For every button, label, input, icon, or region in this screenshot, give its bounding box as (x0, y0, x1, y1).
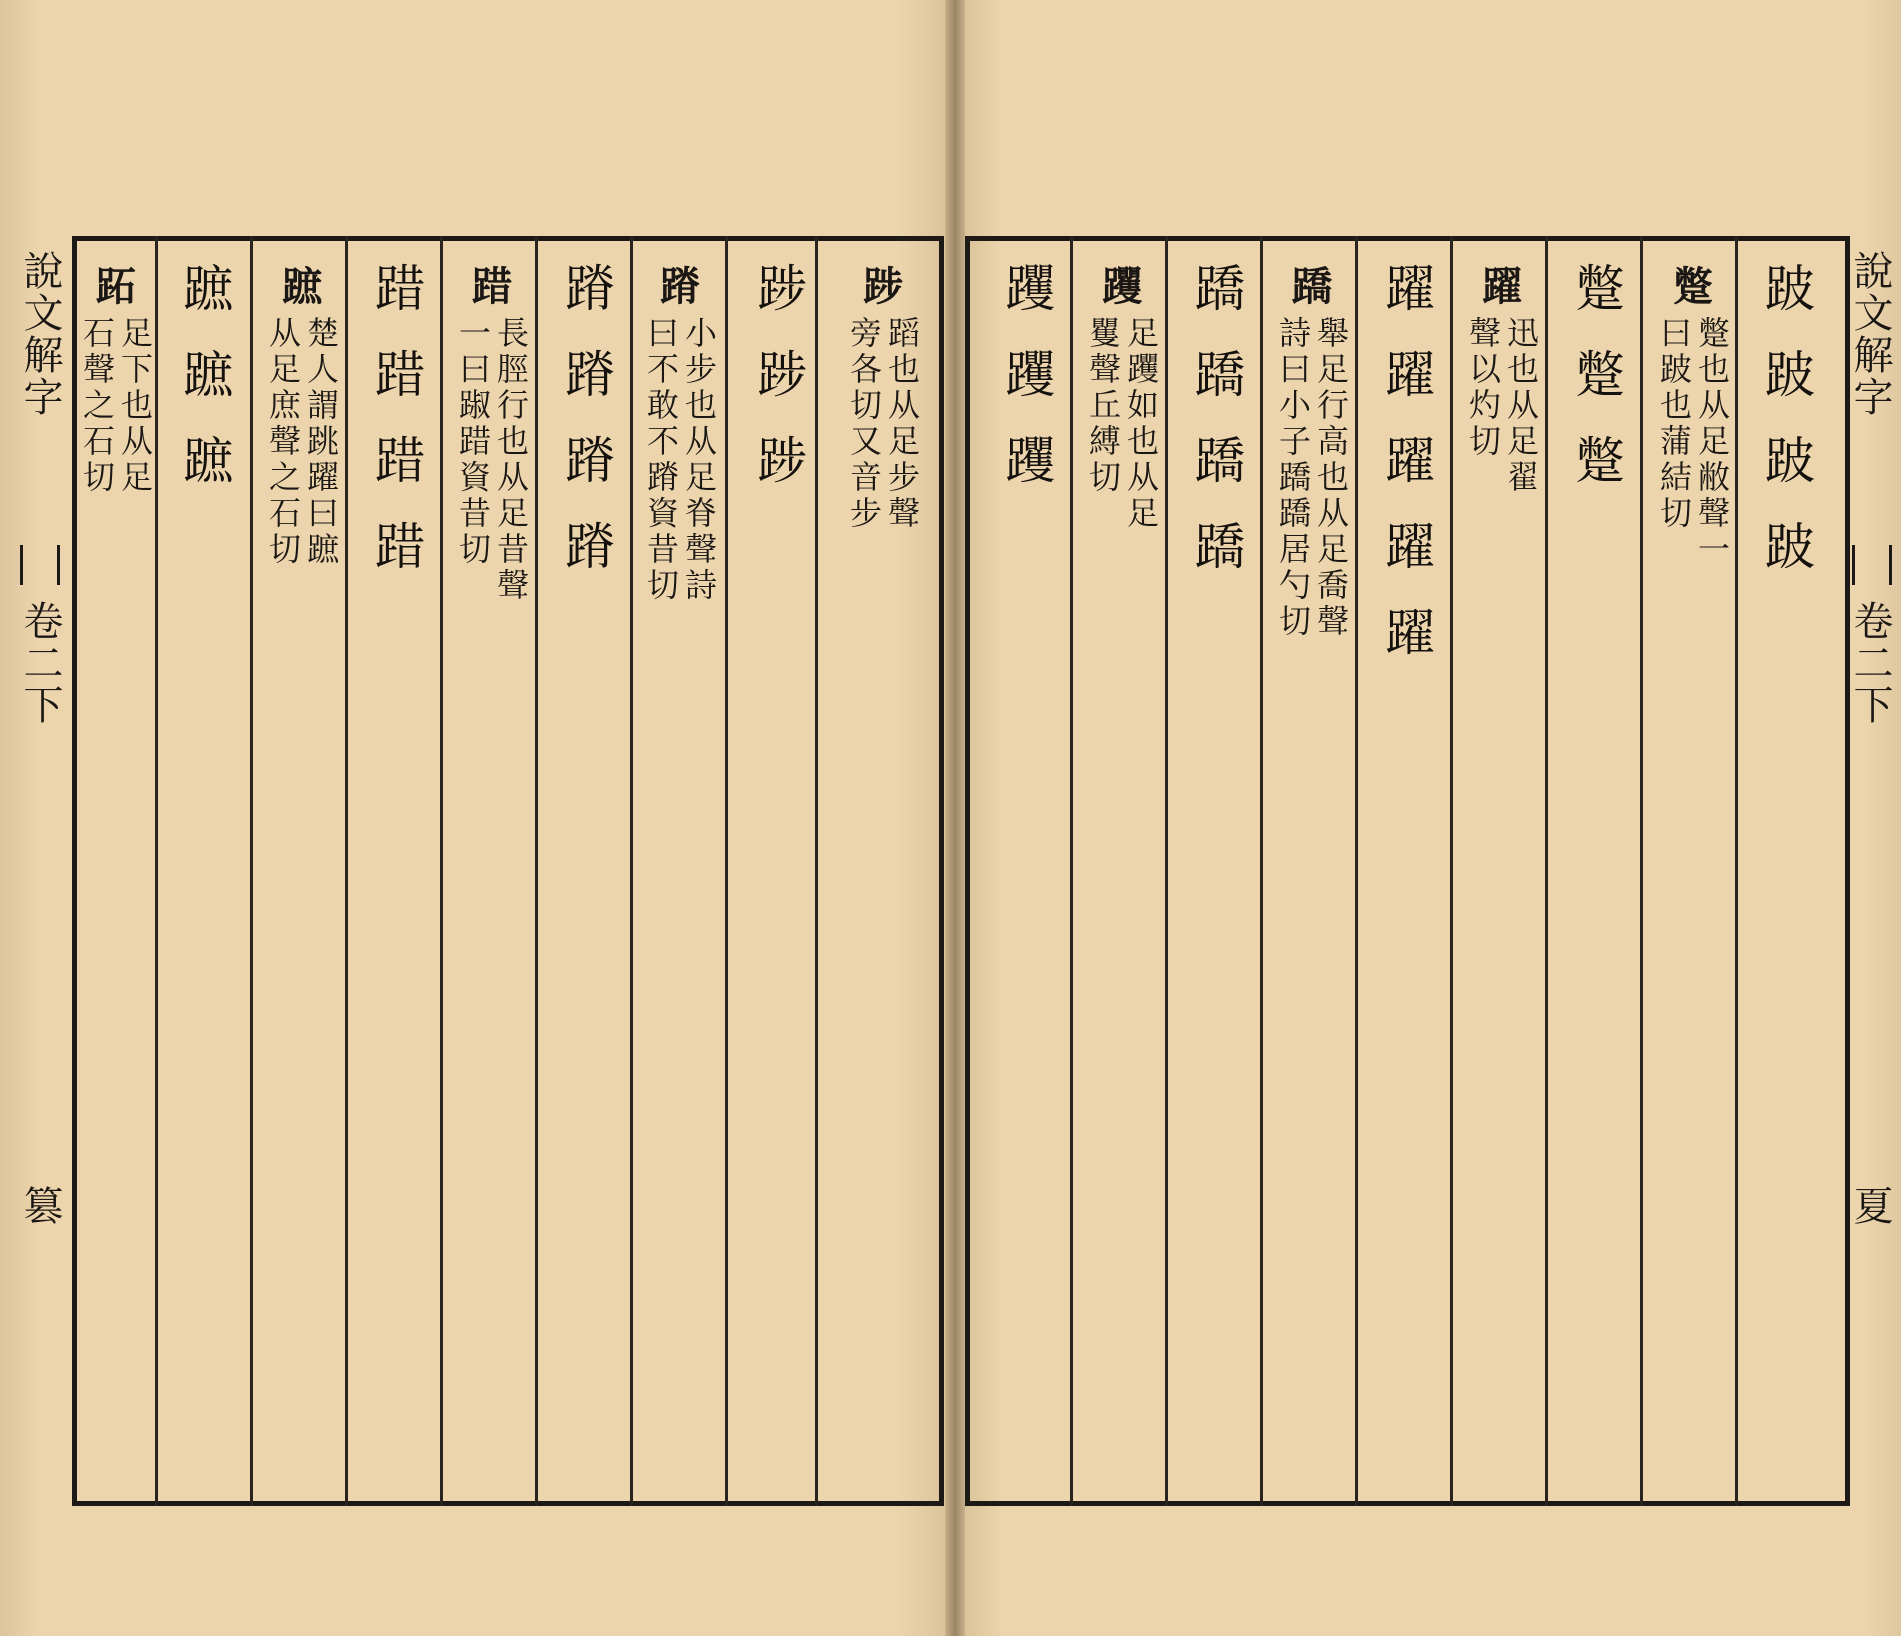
entry-note: 曰不敢不蹐資昔切 (642, 316, 680, 604)
entry-text-column (828, 262, 938, 532)
entry-text-column (262, 262, 342, 568)
entry-note: 旁各切又音步 (845, 316, 883, 532)
entry-text-column (640, 262, 720, 604)
left-margin-title: 說文解字 (17, 250, 63, 418)
entry-head-char: 躩 (1102, 263, 1142, 310)
entry-head-char: 躍 (1482, 263, 1522, 310)
seal-script-column (166, 262, 242, 520)
entry-head-char: 踄 (863, 263, 903, 310)
entry-head-char: 蹠 (282, 263, 322, 310)
right-margin-title: 說文解字 (1847, 250, 1893, 418)
entry-text-column (1082, 262, 1162, 532)
entry-note: 足躩如也从足 (1122, 316, 1160, 532)
seal-script-column (740, 262, 816, 520)
seal-script-glyphs: 蹻蹻蹻蹻 (1187, 262, 1245, 606)
seal-script-column (1368, 262, 1444, 692)
seal-script-glyphs: 踄踄踄 (749, 262, 807, 520)
entry-note: 曰跛也蒲結切 (1655, 316, 1693, 532)
seal-script-glyphs: 蹩蹩蹩 (1567, 262, 1625, 520)
left-margin-note: 篡 (17, 1185, 63, 1227)
entry-note: 長脛行也从足昔聲 (492, 316, 530, 604)
column-rule (1260, 236, 1263, 1506)
column-rule (155, 236, 158, 1506)
seal-script-glyphs: 蹐蹐蹐蹐 (557, 262, 615, 606)
seal-script-glyphs: 躩躩躩 (997, 262, 1055, 520)
entry-head-char: 跖 (96, 263, 136, 310)
book-gutter (945, 0, 965, 1636)
entry-text-column (80, 262, 152, 496)
entry-head-char: 踖 (472, 263, 512, 310)
column-rule (1450, 236, 1453, 1506)
entry-head-char: 蹩 (1673, 263, 1713, 310)
entry-note: 詩曰小子蹻蹻居勺切 (1274, 316, 1312, 640)
entry-note: 石聲之石切 (78, 316, 116, 496)
column-rule (250, 236, 253, 1506)
entry-note: 小步也从足脊聲詩 (680, 316, 718, 604)
entry-text-column (1462, 262, 1542, 496)
column-rule (1545, 236, 1548, 1506)
column-rule (440, 236, 443, 1506)
entry-note: 迅也从足翟 (1502, 316, 1540, 496)
right-fishtail-mark (1852, 545, 1892, 585)
entry-note: 聲以灼切 (1464, 316, 1502, 460)
entry-note: 蹩也从足敝聲一 (1693, 316, 1731, 568)
entry-head-char: 蹻 (1292, 263, 1332, 310)
entry-text-column (1652, 262, 1734, 568)
seal-script-column (1558, 262, 1634, 520)
entry-text-column (1272, 262, 1352, 640)
right-margin-volume: 卷二下 (1847, 600, 1893, 726)
right-margin-note: 夏 (1847, 1185, 1893, 1227)
entry-note: 蹈也从足步聲 (883, 316, 921, 532)
seal-script-glyphs: 躍躍躍躍躍 (1377, 262, 1435, 692)
seal-script-glyphs: 蹠蹠蹠 (175, 262, 233, 520)
column-rule (345, 236, 348, 1506)
column-rule (1735, 236, 1738, 1506)
left-margin-volume: 卷二下 (17, 600, 63, 726)
column-rule (1070, 236, 1073, 1506)
entry-text-column (452, 262, 532, 604)
seal-script-column (988, 262, 1064, 520)
seal-script-column (358, 262, 434, 606)
entry-note: 一曰踧踖資昔切 (454, 316, 492, 568)
entry-note: 矍聲丘縛切 (1084, 316, 1122, 496)
entry-note: 足下也从足 (116, 316, 154, 496)
column-rule (1165, 236, 1168, 1506)
column-rule (535, 236, 538, 1506)
left-fishtail-mark (20, 545, 60, 585)
entry-head-char: 蹐 (660, 263, 700, 310)
column-rule (630, 236, 633, 1506)
seal-script-column (1178, 262, 1254, 606)
seal-script-glyphs: 踖踖踖踖 (367, 262, 425, 606)
seal-script-column (548, 262, 624, 606)
column-rule (1640, 236, 1643, 1506)
entry-note: 楚人謂跳躍曰蹠 (302, 316, 340, 568)
entry-note: 从足庶聲之石切 (264, 316, 302, 568)
column-rule (725, 236, 728, 1506)
column-rule (1355, 236, 1358, 1506)
seal-script-glyphs: 跛跛跛跛 (1757, 262, 1815, 606)
entry-note: 舉足行高也从足喬聲 (1312, 316, 1350, 640)
seal-script-column (1748, 262, 1824, 606)
